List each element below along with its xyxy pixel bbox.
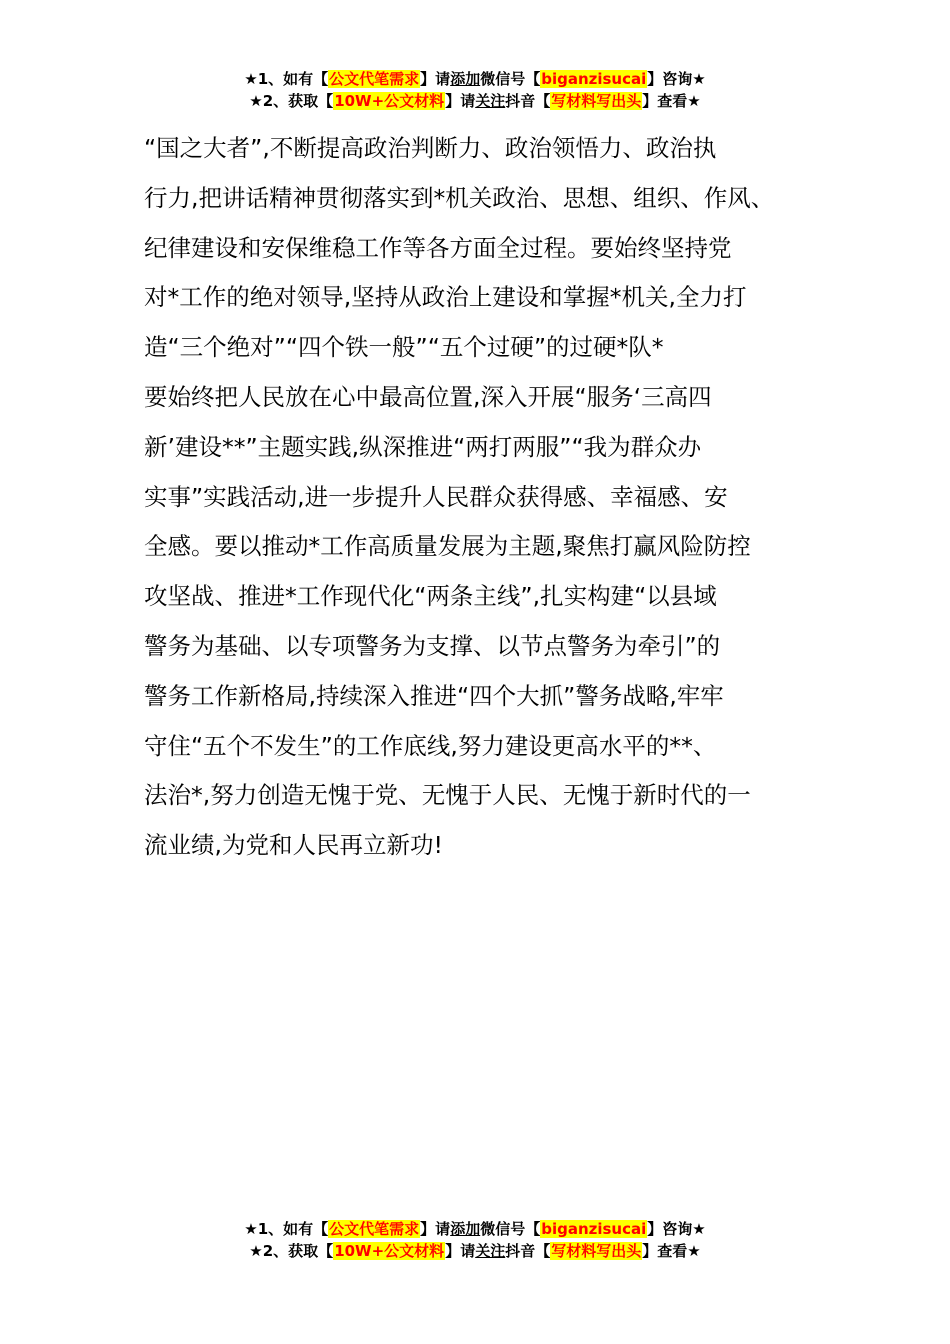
highlight-douyin: 写材料写出头 bbox=[551, 92, 642, 110]
header-banner bbox=[0, 68, 950, 112]
text-line: 流业绩,为党和人民再立新功! bbox=[144, 831, 443, 860]
text-line: 造“三个绝对”“四个铁一般”“五个过硬”的过硬*队* bbox=[144, 333, 664, 362]
highlight-wechat-id: biganzisucai bbox=[541, 1220, 647, 1238]
text-line: 攻坚战、推进*工作现代化“两条主线”,扎实构建“以县域 bbox=[144, 582, 717, 611]
highlight-douyin: 写材料写出头 bbox=[551, 1242, 642, 1260]
text-line: 法治*,努力创造无愧于党、无愧于人民、无愧于新时代的一 bbox=[144, 781, 751, 810]
text-line: 行力,把讲话精神贯彻落实到*机关政治、思想、组织、作风、 bbox=[144, 183, 775, 212]
text-line: 警务工作新格局,持续深入推进“四个大抓”警务战略,牢牢 bbox=[144, 681, 724, 710]
text-line: 实事”实践活动,进一步提升人民群众获得感、幸福感、安 bbox=[144, 482, 728, 511]
highlight-materials: 10W+公文材料 bbox=[334, 92, 445, 110]
text-line: 新’建设**”主题实践,纵深推进“两打两服”“我为群众办 bbox=[144, 432, 702, 461]
footer-banner bbox=[0, 1218, 950, 1262]
highlight-ghostwriting: 公文代笔需求 bbox=[329, 70, 420, 88]
text-line: 要始终把人民放在心中最高位置,深入开展“服务‘三高四 bbox=[144, 382, 712, 411]
document-body bbox=[144, 124, 814, 871]
banner-line-2: ★2、获取【10W+公文材料】请关注抖音【写材料写出头】查看★ bbox=[249, 92, 701, 110]
highlight-wechat-id: biganzisucai bbox=[541, 70, 647, 88]
text-line: 对*工作的绝对领导,坚持从政治上建设和掌握*机关,全力打 bbox=[144, 283, 747, 312]
text-line: 警务为基础、以专项警务为支撑、以节点警务为牵引”的 bbox=[144, 631, 721, 660]
text-line: 纪律建设和安保维稳工作等各方面全过程。要始终坚持党 bbox=[144, 233, 732, 262]
highlight-materials: 10W+公文材料 bbox=[334, 1242, 445, 1260]
text-line: “国之大者”,不断提高政治判断力、政治领悟力、政治执 bbox=[144, 134, 717, 162]
text-line: 守住“五个不发生”的工作底线,努力建设更高水平的**、 bbox=[144, 731, 717, 760]
banner-line-1: ★1、如有【公文代笔需求】请添加微信号【biganzisucai】咨询★ bbox=[244, 1220, 706, 1238]
text-line: 全感。要以推动*工作高质量发展为主题,聚焦打赢风险防控 bbox=[144, 532, 751, 561]
banner-line-1: ★1、如有【公文代笔需求】请添加微信号【biganzisucai】咨询★ bbox=[244, 70, 706, 88]
highlight-ghostwriting: 公文代笔需求 bbox=[329, 1220, 420, 1238]
banner-line-2: ★2、获取【10W+公文材料】请关注抖音【写材料写出头】查看★ bbox=[249, 1242, 701, 1260]
